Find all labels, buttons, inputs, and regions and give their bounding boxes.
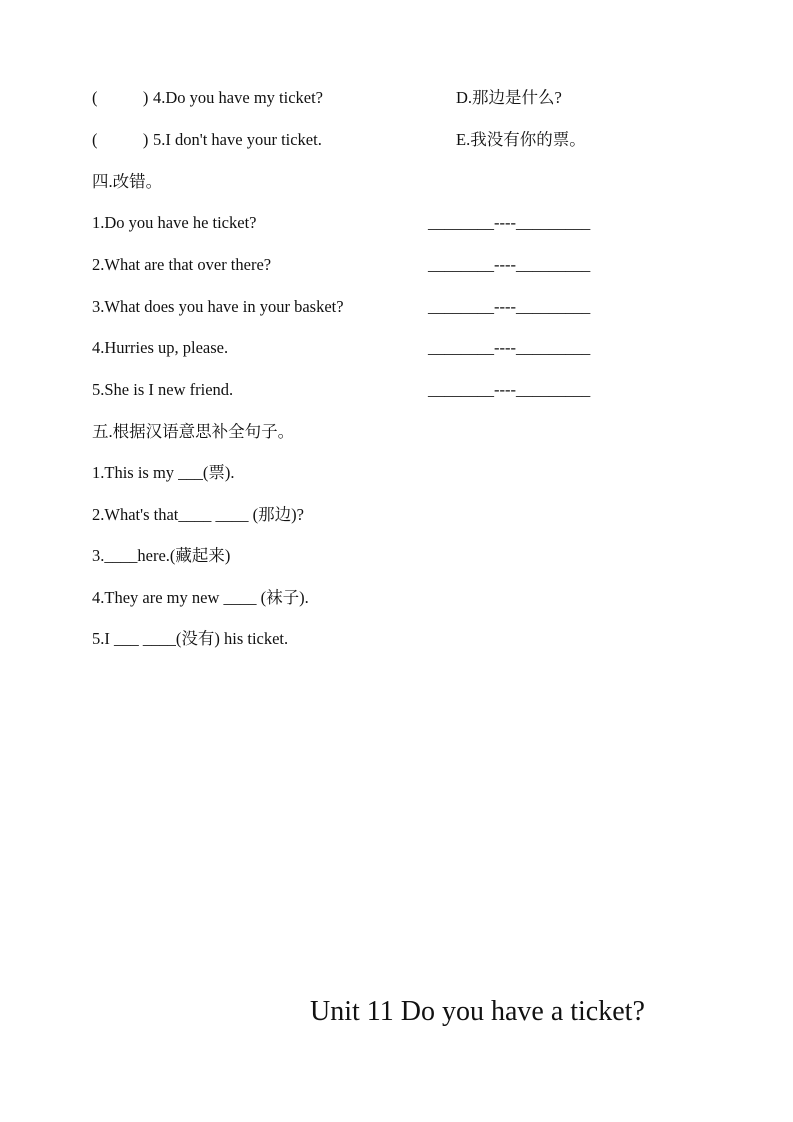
section5-heading: 五.根据汉语意思补全句子。 [92,422,295,441]
correction-item: 5.She is I new friend. [92,380,234,399]
option-text: D.那边是什么? [456,88,562,107]
correction-item: 1.Do you have he ticket? [92,213,257,232]
fill-item: 1.This is my ___(票). [92,463,235,482]
answer-blank[interactable]: ________----_________ [428,380,591,399]
answer-paren[interactable]: ( ) [92,130,149,149]
fill-item: 2.What's that____ ____ (那边)? [92,505,304,524]
option-text: E.我没有你的票。 [456,130,586,149]
section4-heading: 四.改错。 [92,172,163,191]
fill-item: 3.____here.(藏起来) [92,546,231,565]
unit-title: Unit 11 Do you have a ticket? [310,996,645,1027]
correction-item: 4.Hurries up, please. [92,338,229,357]
answer-blank[interactable]: ________----_________ [428,255,591,274]
fill-item: 5.I ___ ____(没有) his ticket. [92,629,289,648]
answer-blank[interactable]: ________----_________ [428,297,591,316]
fill-item: 4.They are my new ____ (袜子). [92,588,309,607]
correction-item: 3.What does you have in your basket? [92,297,344,316]
answer-blank[interactable]: ________----_________ [428,213,591,232]
correction-item: 2.What are that over there? [92,255,272,274]
answer-paren[interactable]: ( ) [92,88,149,107]
answer-blank[interactable]: ________----_________ [428,338,591,357]
question-text: 5.I don't have your ticket. [153,130,322,149]
question-text: 4.Do you have my ticket? [153,88,323,107]
